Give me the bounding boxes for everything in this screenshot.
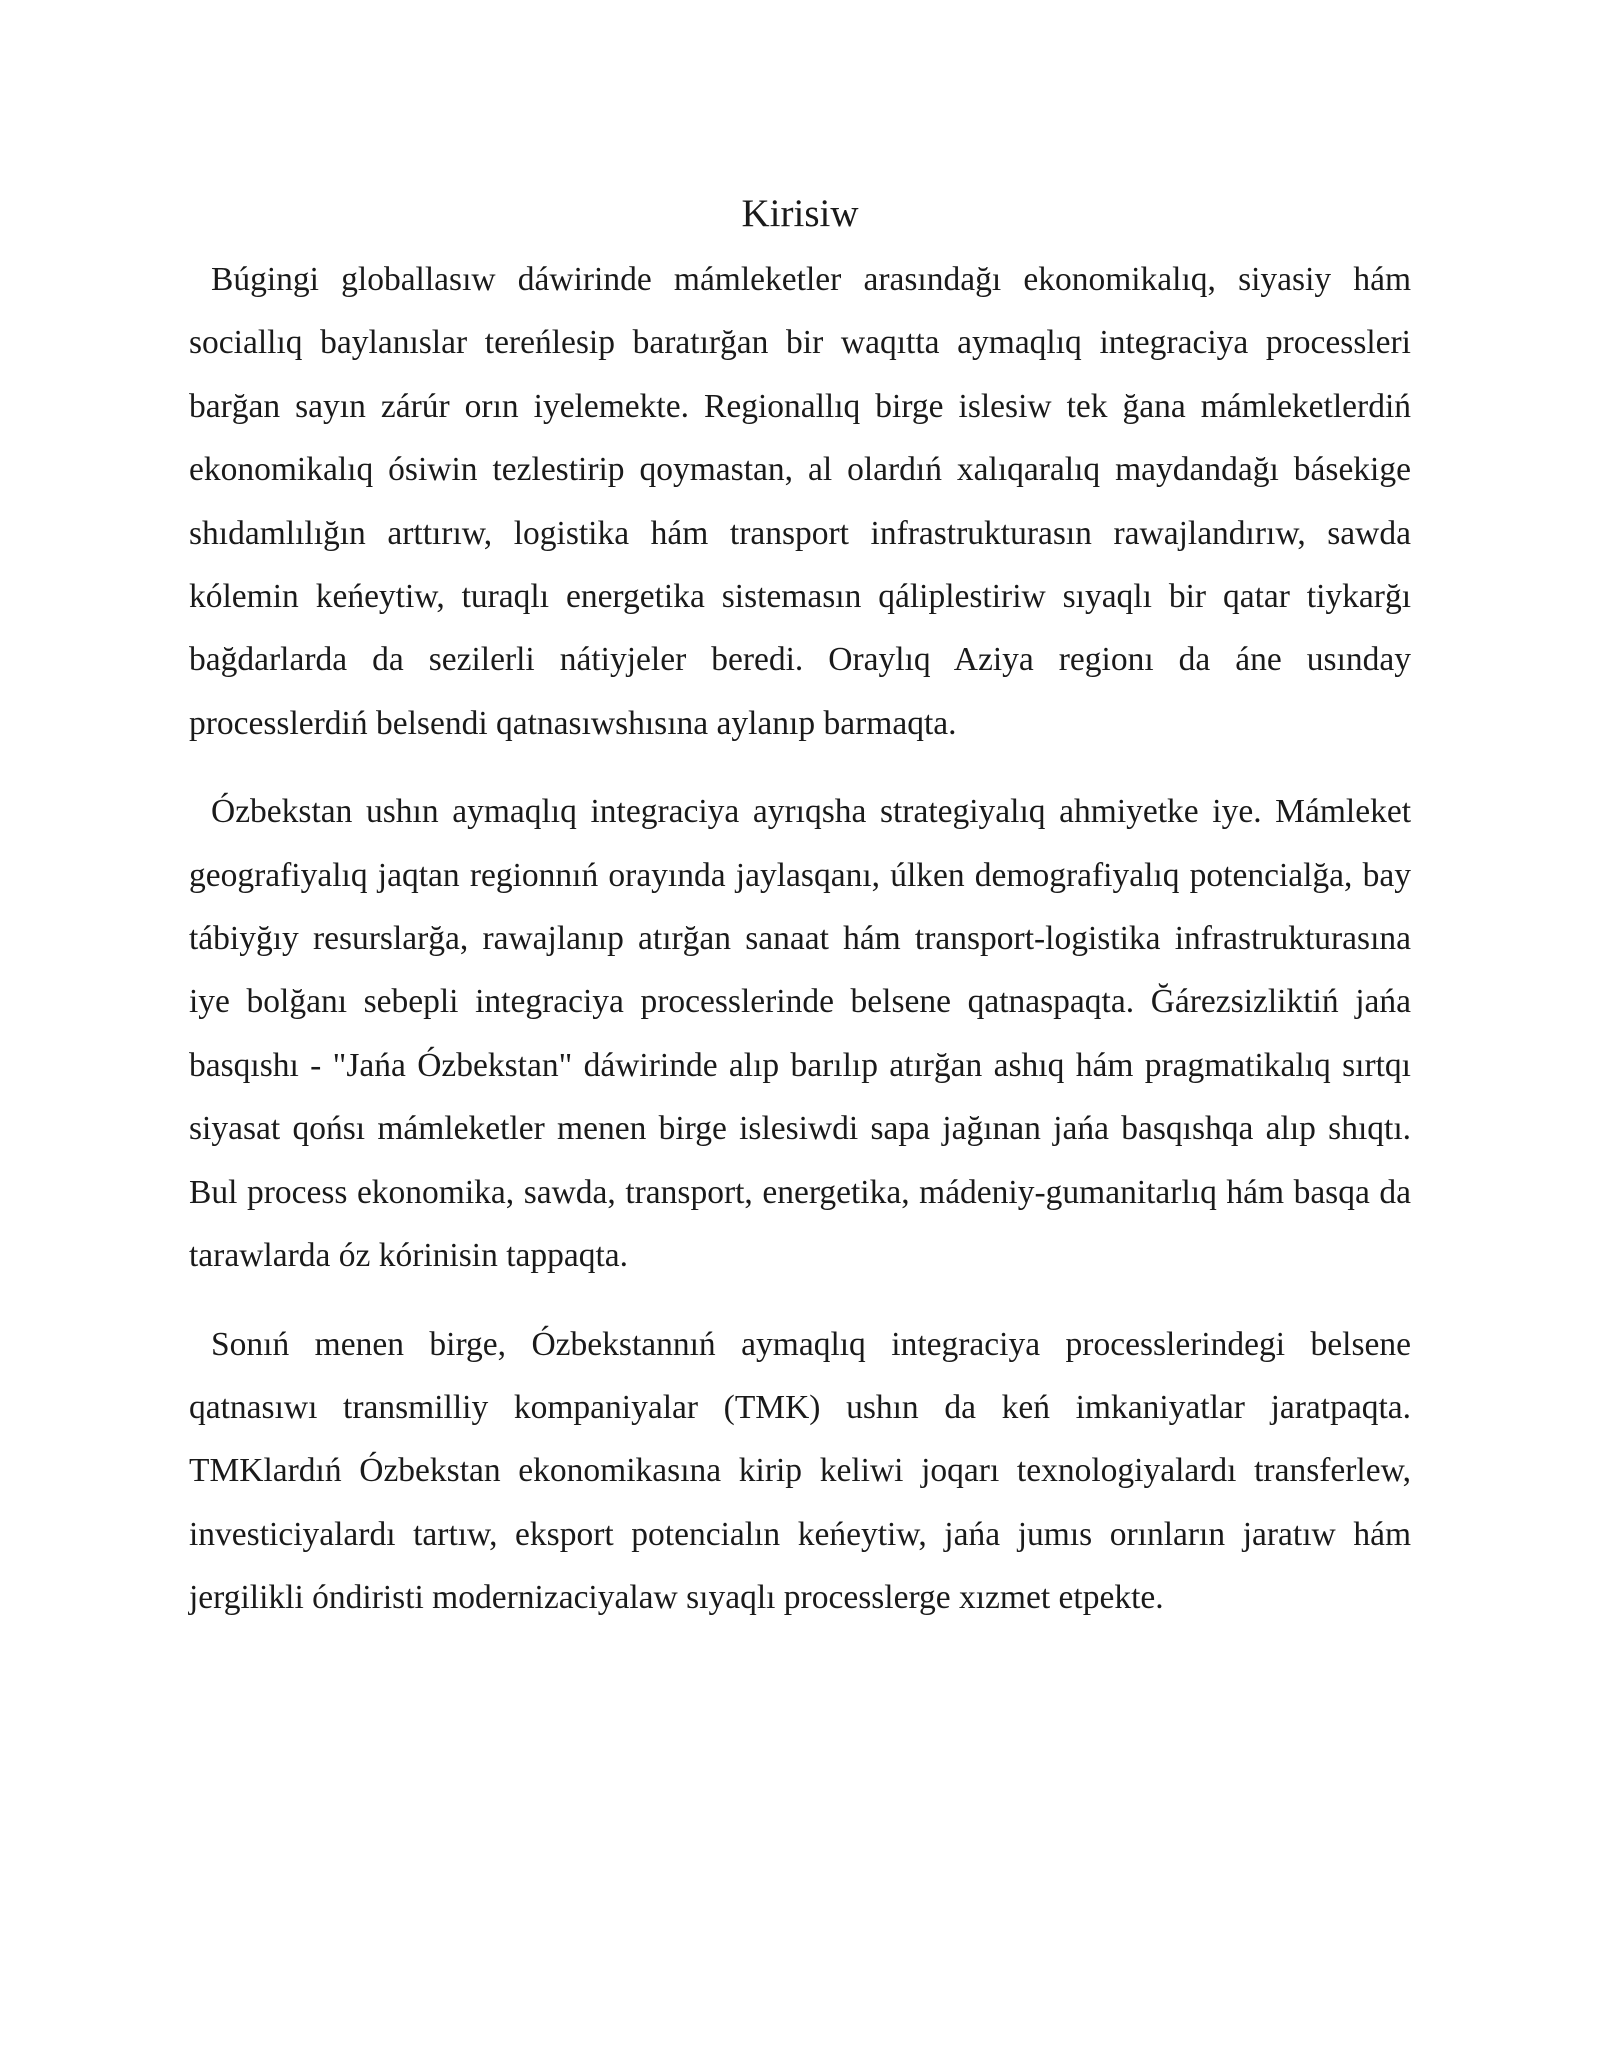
paragraph-1: Búgingi globallasıw dáwirinde mámleketler arasındağı ekonomikalıq, siyasiy hám sociallıq baylanıslar tereńlesip baratırğan bir waqıtta aymaqlıq integraciya processleri barğan sayın zárúr orın iyelemekte. Regionallıq birge islesiw tek ğana mámleketlerdiń ekonomikalıq ósiwin tezlestirip qoymastan, al olardıń xalıqaralıq maydandağı básekige shıdamlılığın arttırıw, logistika hám transport infrastrukturasın rawajlandırıw, sawda kólemin keńeytiw, turaqlı energetika sistemasın qáliplestiriw sıyaqlı bir qatar tiykarğı bağdarlarda da sezilerli nátiyjeler beredi. Oraylıq Aziya regionı da áne usınday processlerdiń belsendi qatnasıwshısına aylanıp barmaqta. (189, 261, 1411, 742)
document-body (189, 186, 1411, 1655)
paragraph-3: Sonıń menen birge, Ózbekstannıń aymaqlıq integraciya processlerindegi belsene qatnasıwı transmilliy kompaniyalar (TMK) ushın da keń imkaniyatlar jaratpaqta. TMKlardıń Ózbekstan ekonomikasına kirip keliwi joqarı texnologiyalardı transferlew, investiciyalardı tartıw, eksport potencialın keńeytiw, jańa jumıs orınların jaratıw hám jergilikli óndiristi modernizaciyalaw sıyaqlı processlerge xızmet etpekte. (189, 1325, 1411, 1617)
document-title: Kirisiw (741, 192, 859, 235)
paragraph-2: Ózbekstan ushın aymaqlıq integraciya ayrıqsha strategiyalıq ahmiyetke iye. Mámleket geografiyalıq jaqtan regionnıń orayında jaylasqanı, úlken demografiyalıq potencialğa, bay tábiyğıy resurslarğa, rawajlanıp atırğan sanaat hám transport-logistika infrastrukturasına iye bolğanı sebepli integraciya processlerinde belsene qatnaspaqta. Ğárezsizliktiń jańa basqıshı - "Jańa Ózbekstan" dáwirinde alıp barılıp atırğan ashıq hám pragmatikalıq sırtqı siyasat qońsı mámleketler menen birge islesiwdi sapa jağınan jańa basqıshqa alıp shıqtı. Bul process ekonomika, sawda, transport, energetika, mádeniy-gumanitarlıq hám basqa da tarawlarda óz kórinisin tappaqta. (189, 793, 1411, 1275)
